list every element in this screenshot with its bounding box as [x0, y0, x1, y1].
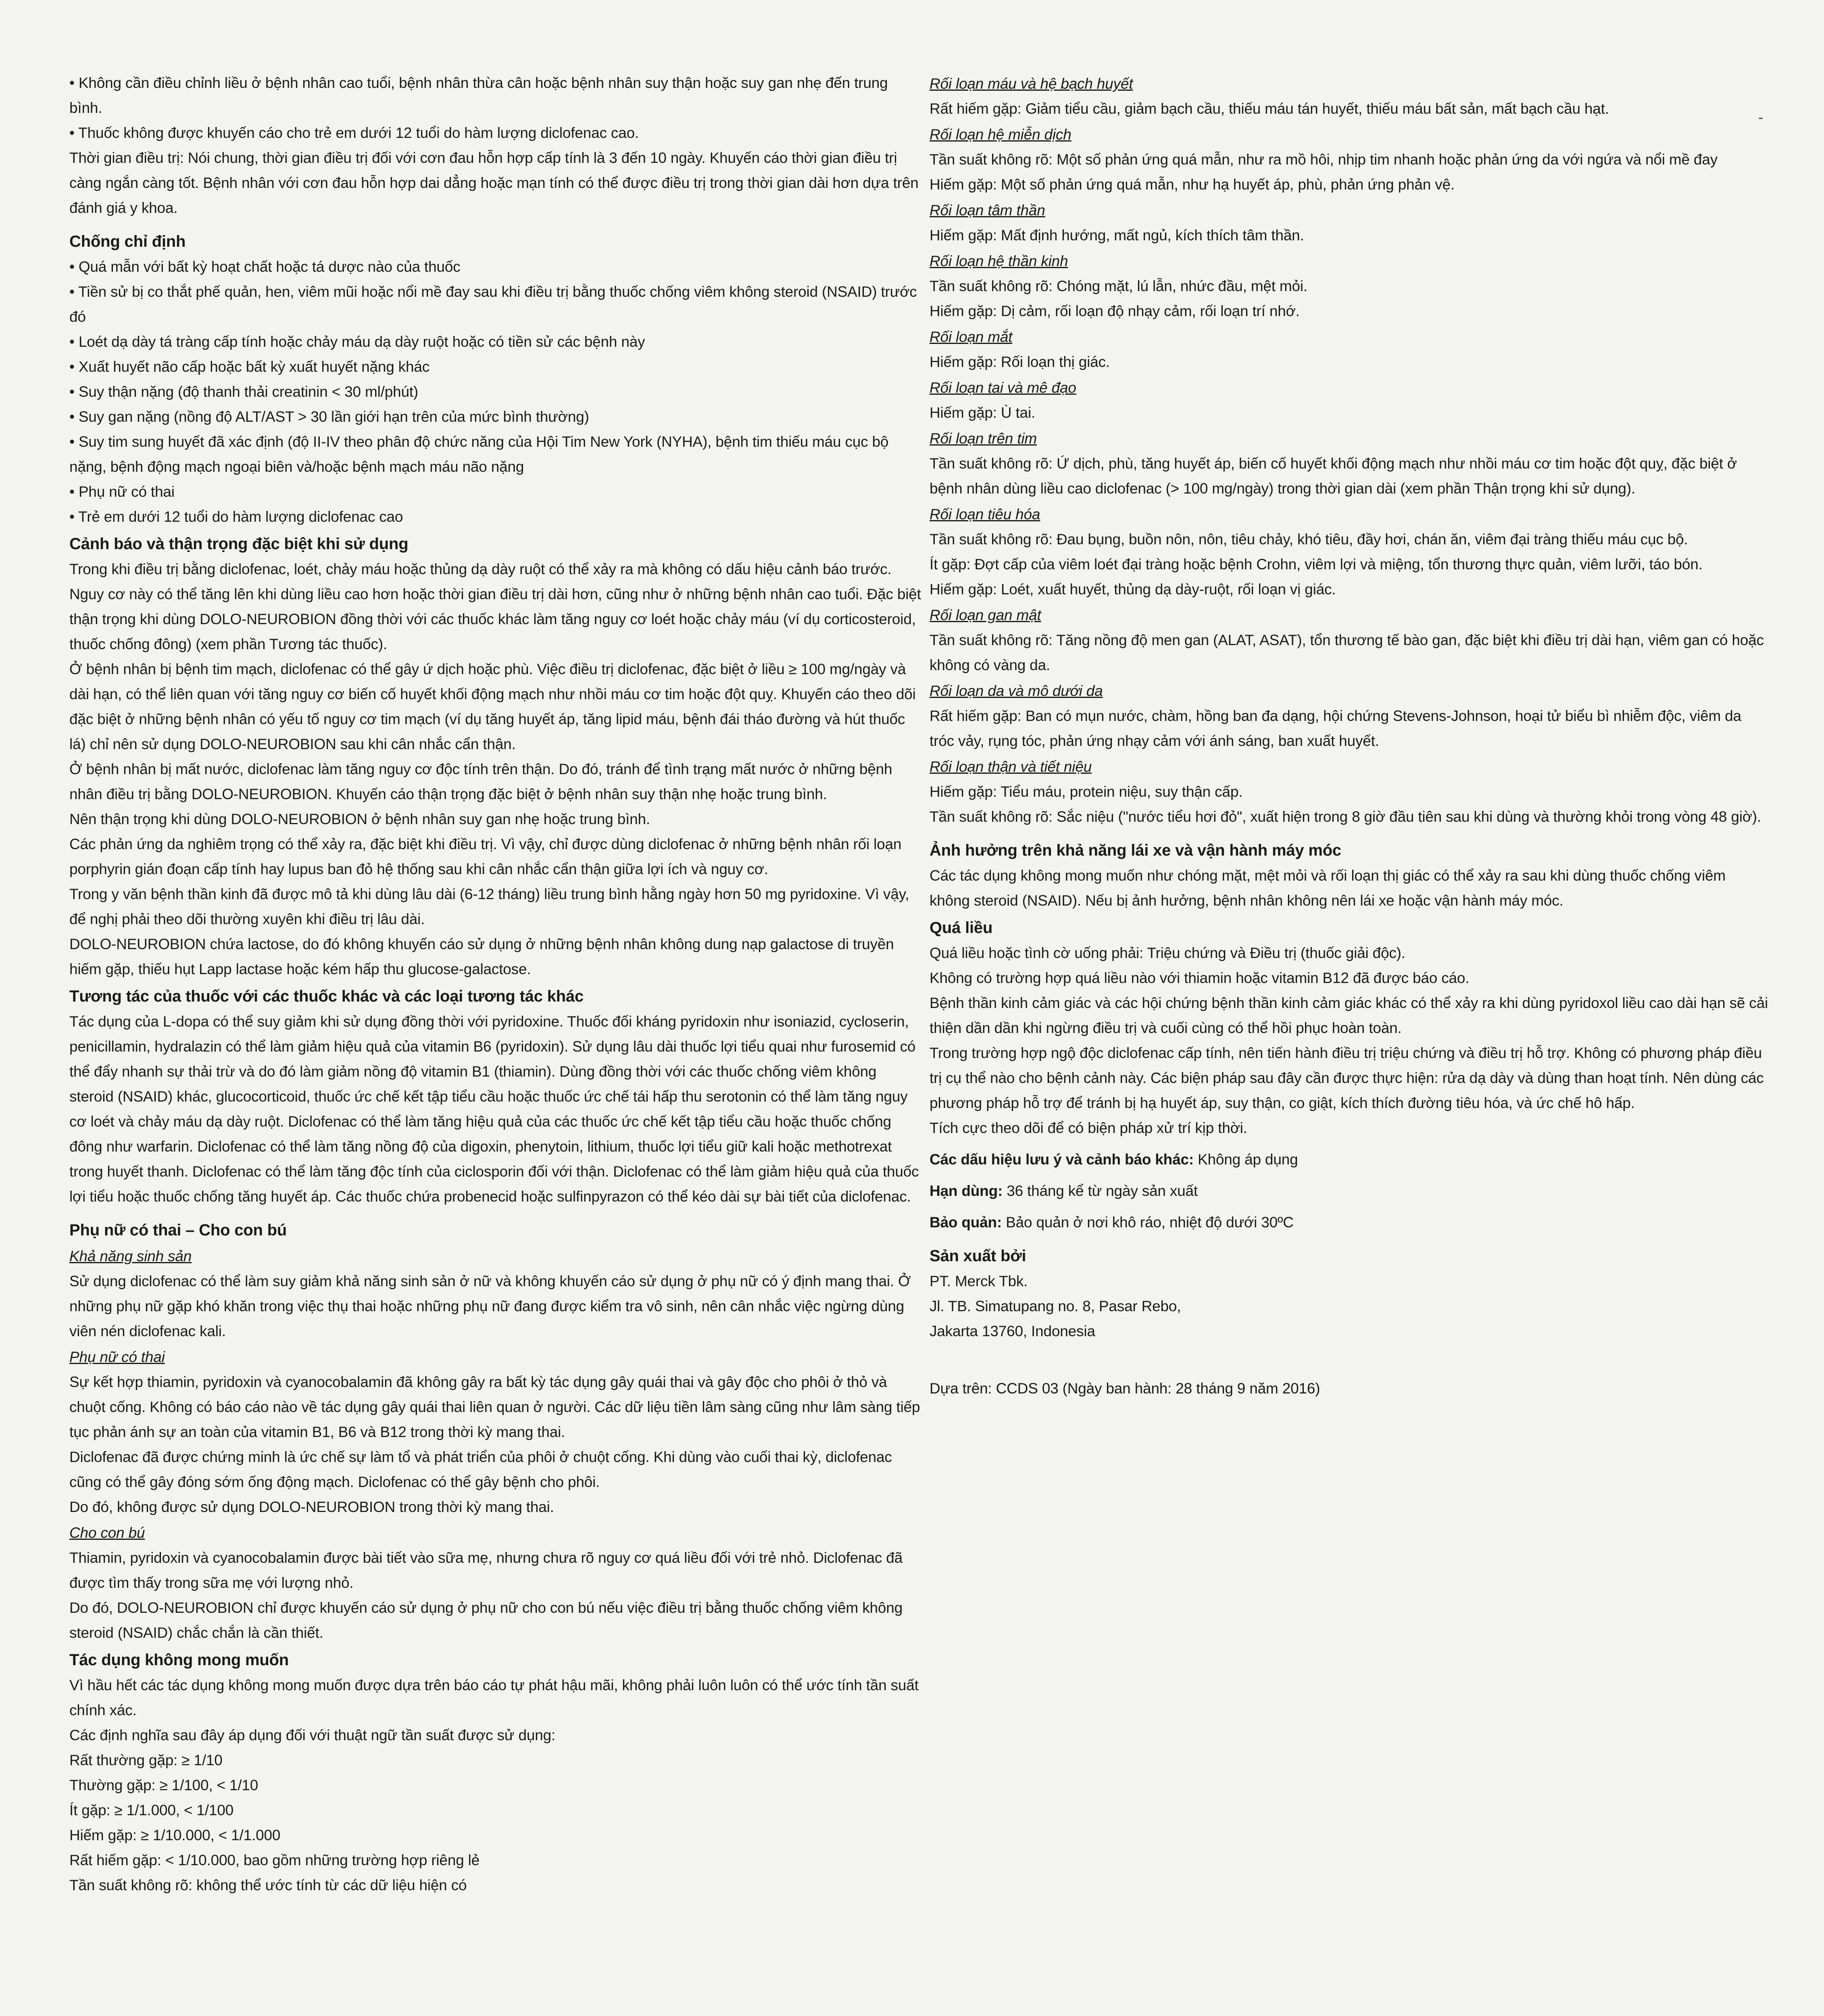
frequency-line: Tần suất không rõ: không thể ước tính từ các dữ liệu hiện có: [69, 1877, 467, 1893]
section-subheading: Rối loạn tiêu hóa: [930, 506, 1040, 523]
intro-line: Thời gian điều trị: Nói chung, thời gian điều trị đối với cơn đau hỗn hợp cấp tính là 3 đến 10 ngày. Khuyến cáo thời gian điều trị càng ngắn càng tốt. Bệnh nhân với cơn đau hỗn hợp dai dẳng hoặc mạn tính có thể được điều trị trong thời gian dài hơn dựa trên đánh giá y khoa.: [69, 150, 919, 216]
breastfeeding-paragraph: Do đó, DOLO-NEUROBION chỉ được khuyến cáo sử dụng ở phụ nữ cho con bú nếu việc điều trị bằng thuốc chống viêm không steroid (NSAID) chắc chắn là cần thiết.: [69, 1599, 903, 1641]
right-column: [930, 71, 1768, 1401]
contra-item: • Suy gan nặng (nồng độ ALT/AST > 30 lần giới hạn trên của mức bình thường): [69, 408, 589, 425]
contraindications-heading: Chống chỉ định: [69, 233, 186, 250]
left-column: [69, 71, 924, 1898]
section-line: Tần suất không rõ: Ứ dịch, phù, tăng huyết áp, biến cố huyết khối động mạch như nhồi máu cơ tim hoặc đột quỵ, đặc biệt ở bệnh nhân dùng liều cao diclofenac (> 100 mg/ngày) trong thời gian dài (xem phần Thận trọng khi sử dụng).: [930, 455, 1737, 497]
other-warnings-line: [930, 1147, 1768, 1172]
contra-item: • Loét dạ dày tá tràng cấp tính hoặc chảy máu dạ dày ruột hoặc có tiền sử các bệnh này: [69, 333, 645, 350]
warning-paragraph: Ở bệnh nhân bị bệnh tim mạch, diclofenac có thể gây ứ dịch hoặc phù. Việc điều trị diclofenac, đặc biệt ở liều ≥ 100 mg/ngày và dài hạn, có thể liên quan với tăng nguy cơ biến cố huyết khối động mạch như nhồi máu cơ tim hoặc đột quỵ. Khuyến cáo theo dõi đặc biệt ở những bệnh nhân có yếu tố nguy cơ tim mạch (ví dụ tăng huyết áp, tăng lipid máu, bệnh đái tháo đường và hút thuốc lá) chỉ nên sử dụng DOLO-NEUROBION sau khi cân nhắc cẩn thận.: [69, 661, 916, 752]
overdose-heading: Quá liều: [930, 919, 993, 937]
storage-value: Bảo quản ở nơi khô ráo, nhiệt độ dưới 30ºC: [1002, 1214, 1294, 1231]
driving-paragraph: Các tác dụng không mong muốn như chóng mặt, mệt mỏi và rối loạn thị giác có thể xảy ra sau khi dùng thuốc chống viêm không steroid (NSAID). Nếu bị ảnh hưởng, bệnh nhân không nên lái xe hoặc vận hành máy móc.: [930, 867, 1726, 909]
other-warnings-value: Không áp dụng: [1193, 1151, 1298, 1168]
breastfeeding-subheading: Cho con bú: [69, 1524, 145, 1541]
section-subheading: Rối loạn thận và tiết niệu: [930, 758, 1092, 775]
manufacturer-heading: Sản xuất bởi: [930, 1247, 1026, 1265]
contra-item: • Quá mẫn với bất kỳ hoạt chất hoặc tá dược nào của thuốc: [69, 258, 461, 275]
other-warnings-label: Các dấu hiệu lưu ý và cảnh báo khác:: [930, 1151, 1194, 1168]
section-line: Hiếm gặp: Một số phản ứng quá mẫn, như hạ huyết áp, phù, phản ứng phản vệ.: [930, 176, 1455, 193]
contra-item: • Tiền sử bị co thắt phế quản, hen, viêm mũi hoặc nổi mề đay sau khi điều trị bằng thuốc chống viêm không steroid (NSAID) trước đó: [69, 283, 917, 325]
breastfeeding-paragraph: Thiamin, pyridoxin và cyanocobalamin được bài tiết vào sữa mẹ, nhưng chưa rõ nguy cơ quá liều đối với trẻ nhỏ. Diclofenac đã được tìm thấy trong sữa mẹ với lượng nhỏ.: [69, 1549, 903, 1591]
contra-item: • Phụ nữ có thai: [69, 483, 175, 500]
overdose-paragraph: Bệnh thần kinh cảm giác và các hội chứng bệnh thần kinh cảm giác khác có thể xảy ra khi dùng pyridoxol liều cao dài hạn sẽ cải thiện dần dần khi ngừng điều trị và cuối cùng có thể hồi phục hoàn toàn.: [930, 995, 1768, 1036]
warnings-heading: Cảnh báo và thận trọng đặc biệt khi sử dụng: [69, 535, 409, 553]
driving-heading: Ảnh hưởng trên khả năng lái xe và vận hành máy móc: [930, 841, 1341, 859]
storage-line: [930, 1210, 1768, 1235]
frequency-line: Rất hiếm gặp: < 1/10.000, bao gồm những trường hợp riêng lẻ: [69, 1852, 480, 1868]
section-subheading: Rối loạn tâm thần: [930, 202, 1045, 219]
expiry-line: [930, 1179, 1768, 1204]
frequency-line: Hiếm gặp: ≥ 1/10.000, < 1/1.000: [69, 1827, 281, 1843]
manufacturer-line: PT. Merck Tbk.: [930, 1273, 1028, 1289]
section-line: Tần suất không rõ: Một số phản ứng quá mẫn, như ra mồ hôi, nhịp tim nhanh hoặc phản ứng da với ngứa và nổi mề đay: [930, 151, 1718, 168]
contra-item: • Suy thận nặng (độ thanh thải creatinin < 30 ml/phút): [69, 383, 419, 400]
intro-line: • Không cần điều chỉnh liều ở bệnh nhân cao tuổi, bệnh nhân thừa cân hoặc bệnh nhân suy thận hoặc suy gan nhẹ đến trung bình.: [69, 75, 888, 116]
pregnancy-paragraph: Diclofenac đã được chứng minh là ức chế sự làm tổ và phát triển của phôi ở chuột cống. Khi dùng vào cuối thai kỳ, diclofenac cũng có thể gây đóng sớm ống động mạch. Diclofenac có thể gây bệnh cho phôi.: [69, 1449, 892, 1490]
interactions-paragraph: Tác dụng của L-dopa có thể suy giảm khi sử dụng đồng thời với pyridoxine. Thuốc đối kháng pyridoxin như isoniazid, cycloserin, penicillamin, hydralazin có thể làm giảm hiệu quả của vitamin B6 (pyridoxin). Sử dụng lâu dài thuốc lợi tiểu quai như furosemid có thể đẩy nhanh sự thải trừ và do đó làm giảm nồng độ vitamin B1 (thiamin). Dùng đồng thời với các thuốc chống viêm không steroid (NSAID) khác, glucocorticoid, thuốc ức chế kết tập tiểu cầu hoặc thuốc ức chế tái hấp thu serotonin có thể làm tăng nguy cơ loét và chảy máu dạ dày ruột. Diclofenac có thể làm tăng hiệu quả của các thuốc ức chế kết tập tiểu cầu hoặc thuốc chống đông như warfarin. Diclofenac có thể làm tăng nồng độ của digoxin, phenytoin, lithium, thuốc lợi tiểu giữ kali hoặc methotrexat trong huyết thanh. Diclofenac có thể làm tăng độc tính của ciclosporin đối với thận. Diclofenac có thể làm giảm hiệu quả của thuốc lợi tiểu hoặc thuốc chống tăng huyết áp. Các thuốc chứa probenecid hoặc sulfinpyrazon có thể kéo dài sự bài tiết của diclofenac.: [69, 1013, 919, 1205]
frequency-line: Rất thường gặp: ≥ 1/10: [69, 1752, 223, 1768]
pregnancy-paragraph: Do đó, không được sử dụng DOLO-NEUROBION trong thời kỳ mang thai.: [69, 1499, 554, 1515]
overdose-paragraph: Trong trường hợp ngộ độc diclofenac cấp tính, nên tiến hành điều trị triệu chứng và điều trị hỗ trợ. Không có phương pháp điều trị cụ thể nào cho bệnh cảnh này. Các biện pháp sau đây cần được thực hiện: rửa dạ dày và dùng than hoạt tính. Nên dùng các phương pháp hỗ trợ để tránh bị hạ huyết áp, suy thận, co giật, kích thích đường tiêu hóa, và ức chế hô hấp.: [930, 1045, 1764, 1111]
section-line: Tần suất không rõ: Đau bụng, buồn nôn, nôn, tiêu chảy, khó tiêu, đầy hơi, chán ăn, viêm đại tràng thiếu máu cục bộ.: [930, 531, 1688, 548]
section-line: Tần suất không rõ: Sắc niệu ("nước tiểu hơi đỏ", xuất hiện trong 8 giờ đầu tiên sau khi dùng và thường khỏi trong vòng 48 giờ).: [930, 808, 1761, 825]
section-line: Hiếm gặp: Rối loạn thị giác.: [930, 354, 1110, 370]
section-subheading: Rối loạn máu và hệ bạch huyết: [930, 75, 1133, 92]
overdose-paragraph: Quá liều hoặc tình cờ uống phải: Triệu chứng và Điều trị (thuốc giải độc).: [930, 945, 1405, 961]
manufacturer-line: Jl. TB. Simatupang no. 8, Pasar Rebo,: [930, 1298, 1181, 1314]
warning-paragraph: Các phản ứng da nghiêm trọng có thể xảy ra, đặc biệt khi điều trị. Vì vậy, chỉ được dùng diclofenac ở những bệnh nhân rối loạn porphyrin gián đoạn cấp tính hay lupus ban đỏ hệ thống sau khi cân nhắc cẩn thận giữa lợi ích và nguy cơ.: [69, 836, 902, 877]
adverse-paragraph: Vì hầu hết các tác dụng không mong muốn được dựa trên báo cáo tự phát hậu mãi, không phải luôn luôn có thể ước tính tần suất chính xác.: [69, 1677, 919, 1718]
contra-item: • Trẻ em dưới 12 tuổi do hàm lượng diclofenac cao: [69, 508, 403, 525]
section-line: Tần suất không rõ: Chóng mặt, lú lẫn, nhức đầu, mệt mỏi.: [930, 278, 1308, 294]
section-subheading: Rối loạn mắt: [930, 329, 1013, 345]
section-line: Hiếm gặp: Ù tai.: [930, 404, 1036, 421]
fertility-paragraph: Sử dụng diclofenac có thể làm suy giảm khả năng sinh sản ở nữ và không khuyến cáo sử dụng ở phụ nữ có ý định mang thai. Ở những phụ nữ gặp khó khăn trong việc thụ thai hoặc những phụ nữ đang được kiểm tra vô sinh, nên cân nhắc việc ngừng dùng viên nén diclofenac kali.: [69, 1273, 911, 1339]
section-line: Hiếm gặp: Mất định hướng, mất ngủ, kích thích tâm thần.: [930, 227, 1304, 244]
storage-label: Bảo quản:: [930, 1214, 1002, 1231]
section-line: Rất hiếm gặp: Ban có mụn nước, chàm, hồng ban đa dạng, hội chứng Stevens-Johnson, hoại tử biểu bì nhiễm độc, viêm da tróc vảy, rụng tóc, phản ứng nhạy cảm với ánh sáng, ban xuất huyết.: [930, 708, 1741, 749]
warning-paragraph: Ở bệnh nhân bị mất nước, diclofenac làm tăng nguy cơ độc tính trên thận. Do đó, tránh để tình trạng mất nước ở những bệnh nhân điều trị bằng DOLO-NEUROBION. Khuyến cáo thận trọng đặc biệt ở bệnh nhân suy thận nhẹ hoặc trung bình.: [69, 761, 892, 802]
right-dash-mark: -: [1758, 109, 1763, 125]
warning-paragraph: Trong khi điều trị bằng diclofenac, loét, chảy máu hoặc thủng dạ dày ruột có thể xảy ra mà không có dấu hiệu cảnh báo trước. Nguy cơ này có thể tăng lên khi dùng liều cao hơn hoặc thời gian điều trị dài hơn, cũng như ở những bệnh nhân cao tuổi. Đặc biệt thận trọng khi dùng DOLO-NEUROBION đồng thời với các thuốc khác làm tăng nguy cơ loét hoặc chảy máu (ví dụ corticosteroid, thuốc chống đông) (xem phần Tương tác thuốc).: [69, 561, 921, 652]
section-subheading: Rối loạn hệ thần kinh: [930, 253, 1068, 269]
section-line: Rất hiếm gặp: Giảm tiểu cầu, giảm bạch cầu, thiếu máu tán huyết, thiếu máu bất sản, mất bạch cầu hạt.: [930, 100, 1609, 117]
section-line: Hiếm gặp: Dị cảm, rối loạn độ nhạy cảm, rối loạn trí nhớ.: [930, 303, 1300, 319]
section-subheading: Rối loạn tai và mê đạo: [930, 379, 1076, 396]
intro-line: • Thuốc không được khuyến cáo cho trẻ em dưới 12 tuổi do hàm lượng diclofenac cao.: [69, 125, 639, 141]
section-line: Hiếm gặp: Tiểu máu, protein niệu, suy thận cấp.: [930, 783, 1243, 800]
section-line: Hiếm gặp: Loét, xuất huyết, thủng dạ dày-ruột, rối loạn vị giác.: [930, 581, 1336, 598]
adverse-effects-heading: Tác dụng không mong muốn: [69, 1651, 289, 1669]
contra-item: • Suy tim sung huyết đã xác định (độ II-IV theo phân độ chức năng của Hội Tim New York (NYHA), bệnh tim thiếu máu cục bộ nặng, bệnh động mạch ngoại biên và/hoặc bệnh mạch máu não nặng: [69, 433, 889, 475]
section-subheading: Rối loạn da và mô dưới da: [930, 683, 1103, 699]
section-line: Ít gặp: Đợt cấp của viêm loét đại tràng hoặc bệnh Crohn, viêm lợi và miệng, tổn thương thực quản, viêm lưỡi, táo bón.: [930, 556, 1703, 573]
frequency-line: Ít gặp: ≥ 1/1.000, < 1/100: [69, 1802, 234, 1818]
expiry-label: Hạn dùng:: [930, 1183, 1003, 1199]
section-subheading: Rối loạn trên tim: [930, 430, 1037, 447]
based-on-line: Dựa trên: CCDS 03 (Ngày ban hành: 28 tháng 9 năm 2016): [930, 1380, 1320, 1397]
manufacturer-line: Jakarta 13760, Indonesia: [930, 1323, 1095, 1339]
expiry-value: 36 tháng kể từ ngày sản xuất: [1003, 1183, 1198, 1199]
interactions-heading: Tương tác của thuốc với các thuốc khác và các loại tương tác khác: [69, 987, 584, 1005]
contra-item: • Xuất huyết não cấp hoặc bất kỳ xuất huyết nặng khác: [69, 358, 430, 375]
adverse-paragraph: Các định nghĩa sau đây áp dụng đối với thuật ngữ tần suất được sử dụng:: [69, 1727, 556, 1743]
warning-paragraph: DOLO-NEUROBION chứa lactose, do đó không khuyến cáo sử dụng ở những bệnh nhân không dung nạp galactose di truyền hiếm gặp, thiếu hụt Lapp lactase hoặc kém hấp thu glucose-galactose.: [69, 936, 894, 977]
overdose-paragraph: Không có trường hợp quá liều nào với thiamin hoặc vitamin B12 đã được báo cáo.: [930, 970, 1470, 986]
warning-paragraph: Trong y văn bệnh thần kinh đã được mô tả khi dùng lâu dài (6-12 tháng) liều trung bình hằng ngày hơn 50 mg pyridoxine. Vì vậy, để nghị phải theo dõi thường xuyên khi điều trị lâu dài.: [69, 886, 909, 927]
pregnancy-heading: Phụ nữ có thai – Cho con bú: [69, 1221, 287, 1239]
pregnancy-paragraph: Sự kết hợp thiamin, pyridoxin và cyanocobalamin đã không gây ra bất kỳ tác dụng gây quái thai và gây độc cho phôi ở thỏ và chuột cống. Không có báo cáo nào về tác dụng gây quái thai liên quan ở người. Các dữ liệu tiền lâm sàng cũng như lâm sàng tiếp tục phản ánh sự an toàn của vitamin B1, B6 và B12 trong thời kỳ mang thai.: [69, 1374, 920, 1440]
pregnancy-subheading: Phụ nữ có thai: [69, 1349, 165, 1365]
section-subheading: Rối loạn gan mật: [930, 607, 1041, 623]
section-line: Tần suất không rõ: Tăng nồng độ men gan (ALAT, ASAT), tổn thương tế bào gan, đặc biệt khi điều trị dài hạn, viêm gan có hoặc không có vàng da.: [930, 632, 1764, 673]
section-subheading: Rối loạn hệ miễn dịch: [930, 126, 1071, 143]
fertility-subheading: Khả năng sinh sản: [69, 1248, 192, 1264]
overdose-paragraph: Tích cực theo dõi để có biện pháp xử trí kịp thời.: [930, 1120, 1247, 1136]
warning-paragraph: Nên thận trọng khi dùng DOLO-NEUROBION ở bệnh nhân suy gan nhẹ hoặc trung bình.: [69, 811, 650, 827]
frequency-line: Thường gặp: ≥ 1/100, < 1/10: [69, 1777, 258, 1793]
